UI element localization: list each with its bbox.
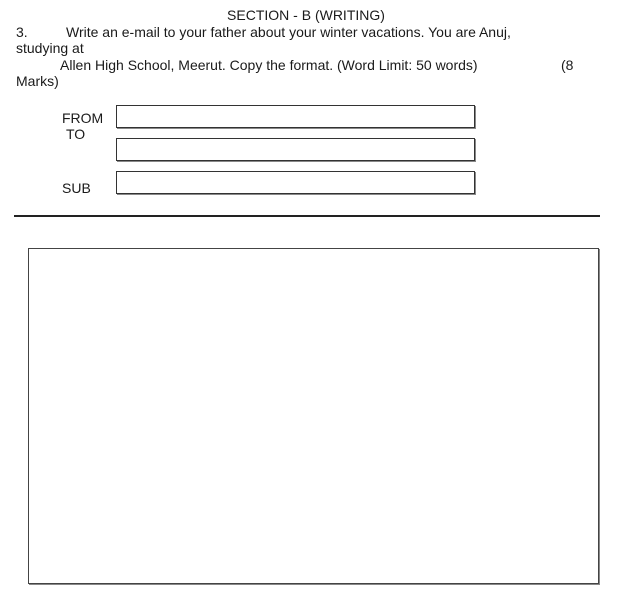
question-text-line-3: Allen High School, Meerut. Copy the format. (Word Limit: 50 words) — [60, 57, 478, 73]
to-field[interactable] — [116, 138, 475, 161]
section-heading-text: SECTION - B (WRITING) — [227, 7, 385, 23]
subject-label: SUB — [62, 180, 91, 196]
subject-field[interactable] — [116, 171, 475, 194]
question-text-line-1: Write an e-mail to your father about your winter vacations. You are Anuj, — [66, 24, 511, 40]
marks-open: (8 — [561, 57, 574, 73]
question-text-line-2: studying at — [16, 40, 84, 56]
horizontal-divider — [14, 215, 600, 217]
answer-writing-area[interactable] — [28, 248, 599, 584]
question-number: 3. — [16, 24, 28, 40]
to-label: TO — [66, 126, 86, 142]
section-heading — [0, 7, 618, 23]
marks-close: Marks) — [16, 73, 59, 89]
from-field[interactable] — [116, 105, 475, 128]
from-label: FROM — [62, 110, 104, 126]
